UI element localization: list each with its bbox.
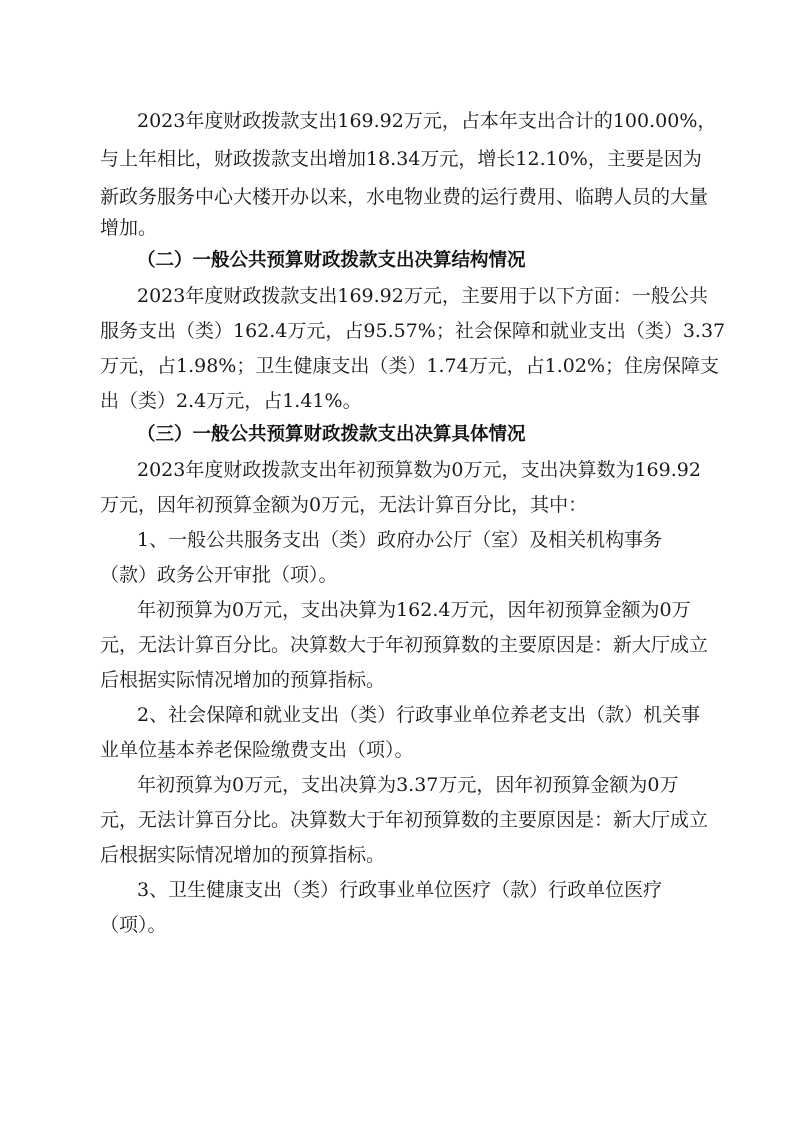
paragraph-line: 新政务服务中心大楼开办以来，水电物业费的运行费用、临聘人员的大量 (100, 186, 709, 208)
list-item-line: （项）。 (100, 914, 167, 936)
list-item-line: （款）政务公开审批（项）。 (100, 564, 338, 586)
paragraph-line: 增加。 (100, 217, 158, 239)
paragraph-line: 元，无法计算百分比。决算数大于年初预算数的主要原因是：新大厅成立 (100, 634, 709, 656)
list-item-line: 1、一般公共服务支出（类）政府办公厅（室）及相关机构事务 (137, 529, 663, 551)
paragraph-line: 后根据实际情况增加的预算指标。 (100, 669, 386, 691)
list-item-line: 2、社会保障和就业支出（类）行政事业单位养老支出（款）机关事 (137, 704, 701, 726)
paragraph-line: 服务支出（类）162.4万元，占95.57%；社会保障和就业支出（类）3.37 (100, 320, 726, 342)
paragraph-line: 元，无法计算百分比。决算数大于年初预算数的主要原因是：新大厅成立 (100, 809, 709, 831)
paragraph-line: 年初预算为0万元，支出决算为162.4万元，因年初预算金额为0万 (137, 599, 691, 621)
paragraph-line: 2023年度财政拨款支出年初预算数为0万元，支出决算数为169.92 (137, 459, 701, 481)
paragraph-line: 与上年相比，财政拨款支出增加18.34万元，增长12.10%，主要是因为 (100, 148, 702, 170)
section-heading-3: （三）一般公共预算财政拨款支出决算具体情况 (137, 424, 526, 445)
paragraph-line: 年初预算为0万元，支出决算为3.37万元，因年初预算金额为0万 (137, 774, 679, 796)
paragraph-line: 2023年度财政拨款支出169.92万元，主要用于以下方面：一般公共 (137, 285, 708, 307)
paragraph-line: 万元，占1.98%；卫生健康支出（类）1.74万元，占1.02%；住房保障支 (100, 355, 720, 377)
paragraph-line: 出（类）2.4万元，占1.41%。 (100, 390, 362, 412)
list-item-line: 3、卫生健康支出（类）行政事业单位医疗（款）行政单位医疗 (137, 879, 663, 901)
list-item-line: 业单位基本养老保险缴费支出（项）。 (100, 739, 414, 761)
paragraph-line: 后根据实际情况增加的预算指标。 (100, 844, 386, 866)
section-heading-2: （二）一般公共预算财政拨款支出决算结构情况 (137, 250, 526, 271)
paragraph-line: 2023年度财政拨款支出169.92万元，占本年支出合计的100.00%， (137, 110, 717, 132)
paragraph-line: 万元，因年初预算金额为0万元，无法计算百分比，其中： (100, 494, 588, 516)
